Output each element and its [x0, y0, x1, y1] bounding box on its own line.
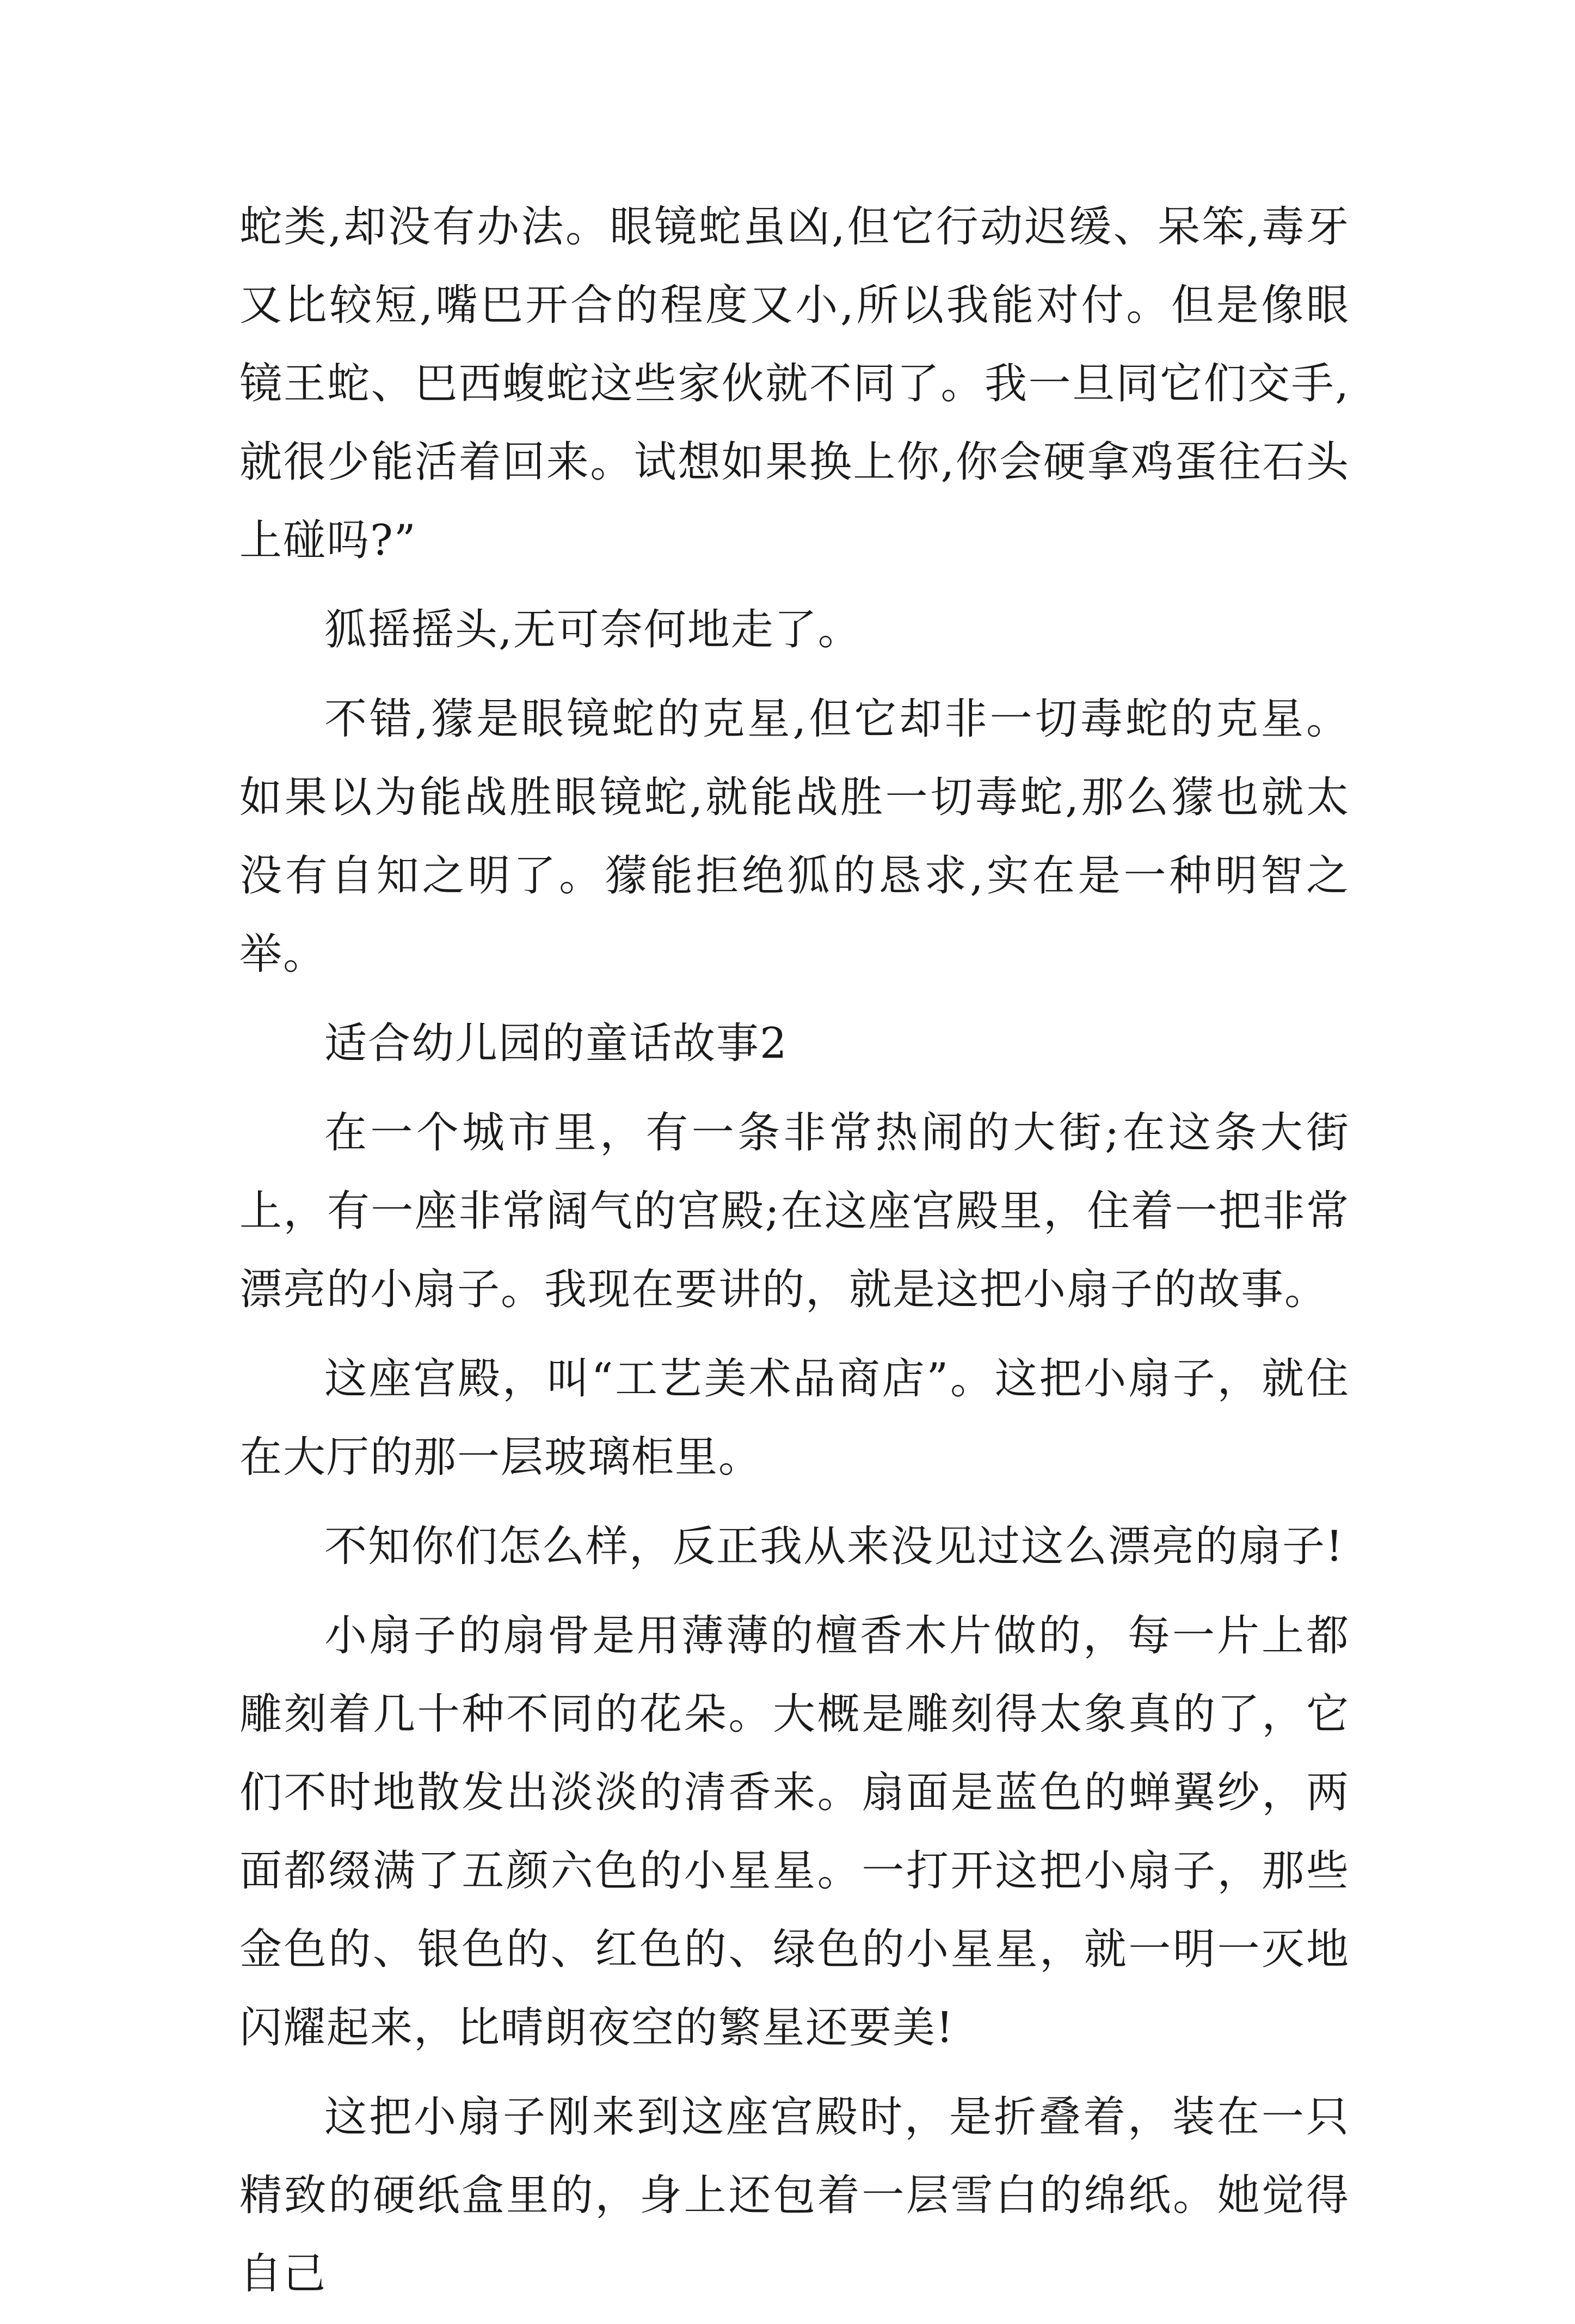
paragraph: 这座宫殿，叫“工艺美术品商店”。这把小扇子，就住在大厅的那一层玻璃柜里。	[239, 1354, 1350, 1482]
paragraph: 不知你们怎么样，反正我从来没见过这么漂亮的扇子!	[324, 1522, 1344, 1571]
paragraph-continuation: 蛇类,却没有办法。眼镜蛇虽凶,但它行动迟缓、呆笨,毒牙又比较短,嘴巴开合的程度又小,所以我能对付。但是像眼镜王蛇、巴西蝮蛇这些家伙就不同了。我一旦同它们交手,就很少能活着回来。试想如果换上你,你会硬拿鸡蛋往石头上碰吗?”	[239, 203, 1350, 565]
paragraph: 这把小扇子刚来到这座宫殿时，是折叠着，装在一只精致的硬纸盒里的，身上还包着一层雪白的绵纸。她觉得自己	[239, 2093, 1350, 2298]
paragraph: 在一个城市里，有一条非常热闹的大街;在这条大街上，有一座非常阔气的宫殿;在这座宫殿里，住着一把非常漂亮的小扇子。我现在要讲的，就是这把小扇子的故事。	[239, 1108, 1350, 1314]
paragraph: 小扇子的扇骨是用薄薄的檀香木片做的，每一片上都雕刻着几十种不同的花朵。大概是雕刻得太象真的了，它们不时地散发出淡淡的清香来。扇面是蓝色的蝉翼纱，两面都缀满了五颜六色的小星星。一打开这把小扇子，那些金色的、银色的、红色的、绿色的小星星，就一明一灭地闪耀起来，比晴朗夜空的繁星还要美!	[239, 1611, 1350, 2052]
paragraph: 狐摇摇头,无可奈何地走了。	[324, 605, 862, 654]
paragraph: 不错,獴是眼镜蛇的克星,但它却非一切毒蛇的克星。如果以为能战胜眼镜蛇,就能战胜一切毒蛇,那么獴也就太没有自知之明了。獴能拒绝狐的恳求,实在是一种明智之举。	[239, 695, 1350, 979]
section-heading: 适合幼儿园的童话故事2	[324, 1019, 788, 1068]
document-body	[239, 188, 1350, 2324]
